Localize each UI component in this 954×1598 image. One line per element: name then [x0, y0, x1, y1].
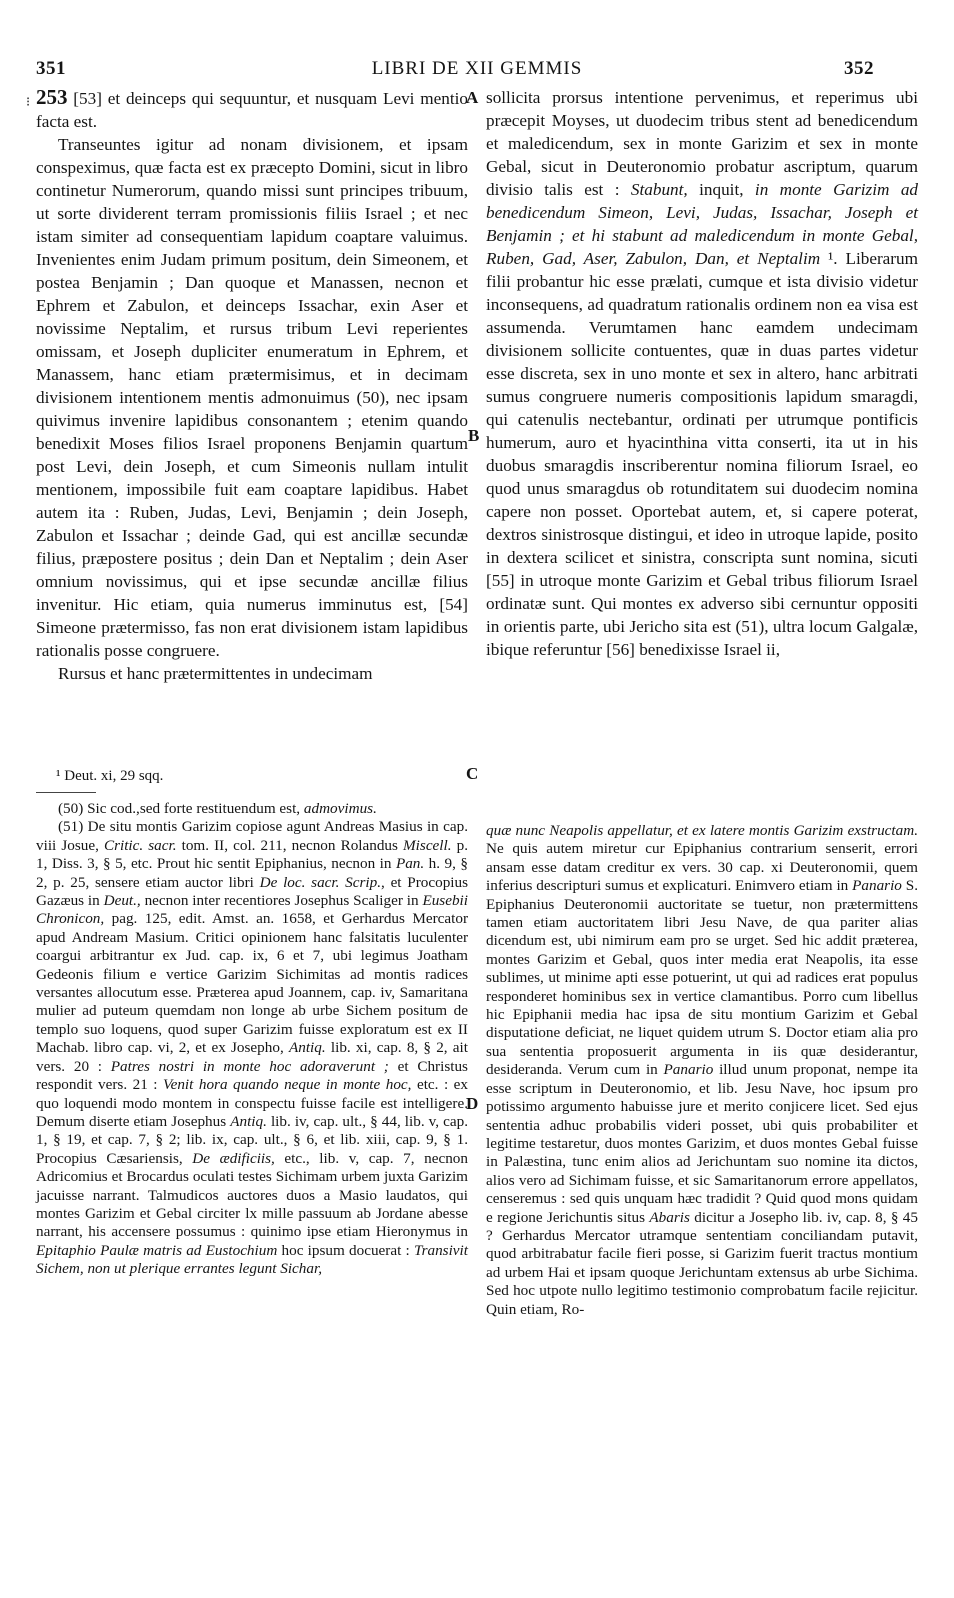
note-italic: admovimus. [303, 800, 377, 817]
page-number-right: 352 [844, 58, 874, 79]
note-text: pag. 125, edit. Amst. an. 1658, et Gerhardus Mercator apud Andream Masium. Critici opinionem hanc falsitatis luculenter coargui arbitrantur ex Jud. cap. ix, 6 et 7, ubi legimus Joatham Gedeonis filium e vertice Garizim Sichimitas ad montis radices versantes allocutum esse. Præterea apud Joannem, cap. iv, Samaritana mulier ad puteum quemdam non longe ab urbe Sichem positum de templo suo loquens, quod super Garizim fuisse exploratum est ex II Machab. libro cap. vi, 2, et ex Josepho, [36, 910, 468, 1057]
note-italic: Deut., [103, 892, 141, 910]
note-text: et Christus respondit vers. 21 : [36, 1057, 468, 1094]
paragraph-text [486, 86, 918, 661]
note-italic: Antiq. [288, 1039, 326, 1057]
note-italic: Patres nostri in monte hoc adoraverunt ; [110, 1057, 389, 1075]
notes-right-column [486, 822, 918, 1319]
note-italic: Miscell. [403, 836, 452, 854]
footnote-deut: ¹ Deut. xi, 29 sqq. [56, 768, 164, 784]
paragraph-text: [53] et deinceps qui sequuntur, et nusquam Levi mentio facta est. [36, 89, 468, 131]
running-title: LIBRI DE XII GEMMIS [371, 58, 583, 79]
text-run: ¹. Liberarum filii probantur hic esse prælati, cumque et ista divisio videtur inconsequens, ad quadratum rationalis ordinem non ea visa est assumenda. Verumtamen hanc eamdem undecimam divisionem sollicite contuentes, quæ in duas partes videtur esse discreta, sex in uno monte et sex in altero, hanc arbitrati sumus congruere numeris compositionis lapidum smaragdi, qui catenulis nectebantur, ordinati per utrumque pontificis humerum, auro et hyacinthina vitta conserti, ita ut in his duobus smaragdis inscriberentur nomina filiorum Israel, eo quod unus smaragdus ob rotunditatem sui duodecim nomina capere non posset. Oportebat autem, et, si capere poterat, dextros sinistrosque distingui, et ideo in utroque lapide, posito in dextera scilicet et sinistra, conscripta sunt nomina, sicuti [55] in utroque monte Garizim et Gebal tribus filiorum Israel ordinatæ sunt. Qui montes ex adverso sibi cernuntur oppositi in orientis parte, ubi Jericho sita est (51), ultra locum Galgalæ, ibique referuntur [56] benedixisse Israel ii, [486, 249, 918, 659]
note-text: Ne quis autem miretur cur Epiphanius contrarium senserit, errori ansam esse datam creditur ex vers. 30 cap. xi Deuteronomii, quem inferius descripturi sumus et explicaturi. Enimvero etiam in [486, 840, 918, 895]
main-text-left-column [36, 86, 468, 685]
paragraph-text: Transeuntes igitur ad nonam divisionem, et ipsam conspeximus, quæ facta est ex præcepto Domini, sicut in libro continetur Numerorum, quando missi sunt principes tribuum, ut sorte dividerent terram promissionis filiis Israel ; et nec istam simiter ad consequentiam lapidum coaptare valuimus. Invenientes enim Judam primum positum, dein Simeonem, et postea Benjamin ; Dan quoque et Manassen, necnon et Ephrem et Zabulon, et deinceps Issachar, exin Aser et novissime Neptalim, et rursus tribum Levi reperientes omissam, et Joseph dupliciter enumeratum in Ephrem, et Manassem, hanc etiam prætermisimus, et in decimam divisionem intentionem mentis admonuimus (50), nec ipsam quivimus invenire lapidibus consonantem ; etenim quando benedixit Moses filios Israel proponens Benjamin quartum post Levi, dein Joseph, et cum Simeonis nullam intulit mentionem, impossibile fuit eam coaptare lapidibus. Habet autem ita : Ruben, Judas, Levi, Benjamin ; dein Joseph, Zabulon et Issachar ; deinde Gad, qui est ancillæ secundæ filius, præpostere positus ; dein Dan et Neptalim ; dein Aser omnium novissimus, qui et ipse secundæ ancillæ filius invenitur. Hic etiam, quia numerus imminutus est, [54] Simeone prætermisso, fas non erat divisionem istam lapidibus rationalis posse congruere. [36, 135, 468, 660]
text-run: sollicita prorsus intentione pervenimus, et reperimus ubi præcepit Moyses, ut duodecim tribus stent ad benedicendum et maledicendum, sex in monte Garizim et sex in monte Gebal, sicut in Deuteronomio probatur ascriptum, quarum divisio talis est : [486, 88, 918, 199]
note-italic: quæ nunc Neapolis appellatur, et ex latere montis Garizim exstructam. [486, 822, 918, 839]
page-number-left: 351 [36, 58, 66, 79]
note-text: necnon inter recentiores Josephus Scaliger in [140, 892, 423, 910]
section-number: 253 [36, 85, 68, 109]
note-text: lib. xi, cap. 8, § 2, ait vers. 20 : [36, 1039, 468, 1075]
note-italic: Critic. sacr. [103, 836, 177, 854]
note-italic: Panario [852, 877, 902, 895]
note-51 [36, 818, 468, 1278]
note-italic: Abaris [649, 1208, 690, 1226]
note-text: (51) De situ montis Garizim copiose agunt Andreas Masius in cap. viii Josue, [36, 818, 468, 854]
margin-letter-b: B [468, 426, 480, 445]
note-text: illud unum proponat, nempe ita esse scriptum in Deuteronomio, et lib. Jesu Nave, hoc ipsum pro potissimo argumento habuisse jure et merito conjicere licet. Sed ejus sententia adhuc probabilis videri posset, ubi quis probabiliter et legitime testaretur, duos montes Garizim, et duos montes Gebal fuisse in Palæstina, tunc enim alios ad Jerichuntam suo nomine ita dictos, alios vero ad Sichimam fuisse, et sic Samaritanorum errore appellatos, censeremus : sed quis unquam hæc tradidit ? Quid quod mons quidam e regione Jerichuntis situs [486, 1061, 919, 1226]
notes-left-column [36, 800, 468, 1279]
note-italic: Epitaphio Paulæ matris ad Eustochium [36, 1241, 278, 1259]
note-text: hoc ipsum docuerat : [277, 1241, 414, 1259]
margin-letter-a: A [466, 88, 479, 107]
note-text: tom. II, col. 211, necnon Rolandus [176, 836, 404, 854]
note-italic: Transivit Sichem, non ut plerique errantes legunt Sichar, [36, 1241, 468, 1278]
scripture-quote: Stabunt, [630, 180, 688, 199]
main-text-right-column [486, 86, 918, 661]
note-50 [36, 800, 468, 818]
margin-letter-d: D [466, 1094, 479, 1113]
note-51-continued [486, 822, 918, 1319]
text-run: inquit, [687, 180, 755, 199]
note-italic: Venit hora quando neque in monte hoc, [163, 1076, 412, 1094]
margin-mark: ⁝ [26, 94, 31, 109]
note-italic: De loc. sacr. Scrip. [259, 873, 382, 891]
paragraph-253 [36, 86, 468, 133]
scripture-quote: in monte Garizim ad benedicendum Simeon, Levi, Judas, Issachar, Joseph et Benjamin ; et hi stabunt ad maledicendum in monte Gebal, Ruben, Gad, Aser, Zabulon, Dan, et Neptalim [486, 180, 919, 268]
note-text: etc., lib. v, cap. 7, necnon Adricomius et Brocardus oculati testes Sichimam urbem juxta Garizim jacuisse narrant. Talmudicos auctores duos a Masio laudatos, qui montes Garizim et Gebal circiter lx mille passuum ab Jordane abesse narrant, his accensere possumus : quinimo ipse etiam Hieronymus in [36, 1149, 468, 1241]
note-italic: Panario [663, 1061, 714, 1079]
note-text: (50) Sic cod.,sed forte restituendum est, [58, 800, 304, 817]
margin-letter-c: C [466, 764, 479, 783]
note-italic: Antiq. [230, 1112, 267, 1130]
note-text: etc. : ex quo loquendi modo montem in conspectu fuisse facile est intelligere. Demum diserte etiam Josephus [36, 1076, 469, 1130]
note-text: lib. iv, cap. ult., § 44, lib. v, cap. 1, § 19, et cap. 7, § 2; lib. ix, cap. ult., § 6, et lib. xiii, cap. 9, § 1. Procopius Cæsariensis, [36, 1112, 468, 1167]
note-text: dicitur a Josepho lib. iv, cap. 8, § 45 ? Gerhardus Mercator utramque sententiam conciliandam putavit, quod arbitrabatur facile fieri posse, si Garizim fuerit tractus montium ad urbem Hai et ipsam quoque Jerichuntam extensus ab urbe Sichima. Sed hoc utpote nullo legitimo testimonio comprobatum facile rejicitur. Quin etiam, Ro- [486, 1208, 918, 1318]
footnote-divider [36, 792, 96, 793]
paragraph-text: Rursus et hanc prætermittentes in undecimam [58, 664, 373, 683]
note-italic: Pan. [395, 855, 425, 873]
note-italic: De ædificiis, [192, 1149, 275, 1167]
note-italic: Eusebii Chronicon, [36, 892, 468, 928]
note-text: h. 9, § 2, p. 25, sensere etiam auctor libri [36, 855, 469, 891]
note-text: S. Epiphanius Deuteronomii auctoritate se tuetur, non prætermittens tamen etiam auctoritatem libri Jesu Nave, de qua pariter alias dicendum est, ubi nimirum eam pro se urget. Sed hic addit præterea, montes Garizim et Gebal, quos inter media erat Neapolis, ita esse sublimes, ut minime apti esse potuerint, ut qui ad radices erat populus responderet hominibus sex in vertice clamantibus. Porro cum libellus hic Epiphanii media hac ipsa de situ montium Garizim et Gebal disputatione deficiat, ne liquet quidem utrum S. Doctor etiam alia pro sua sententia proposuerit argumenta in iis quæ desiderantur, desideranda. Verum cum in [486, 877, 919, 1079]
note-text: , et Procopius Gazæus in [36, 873, 469, 910]
note-text: p. 1, Diss. 3, § 5, etc. Prout hic sentit Epiphanius, necnon in [36, 836, 468, 873]
